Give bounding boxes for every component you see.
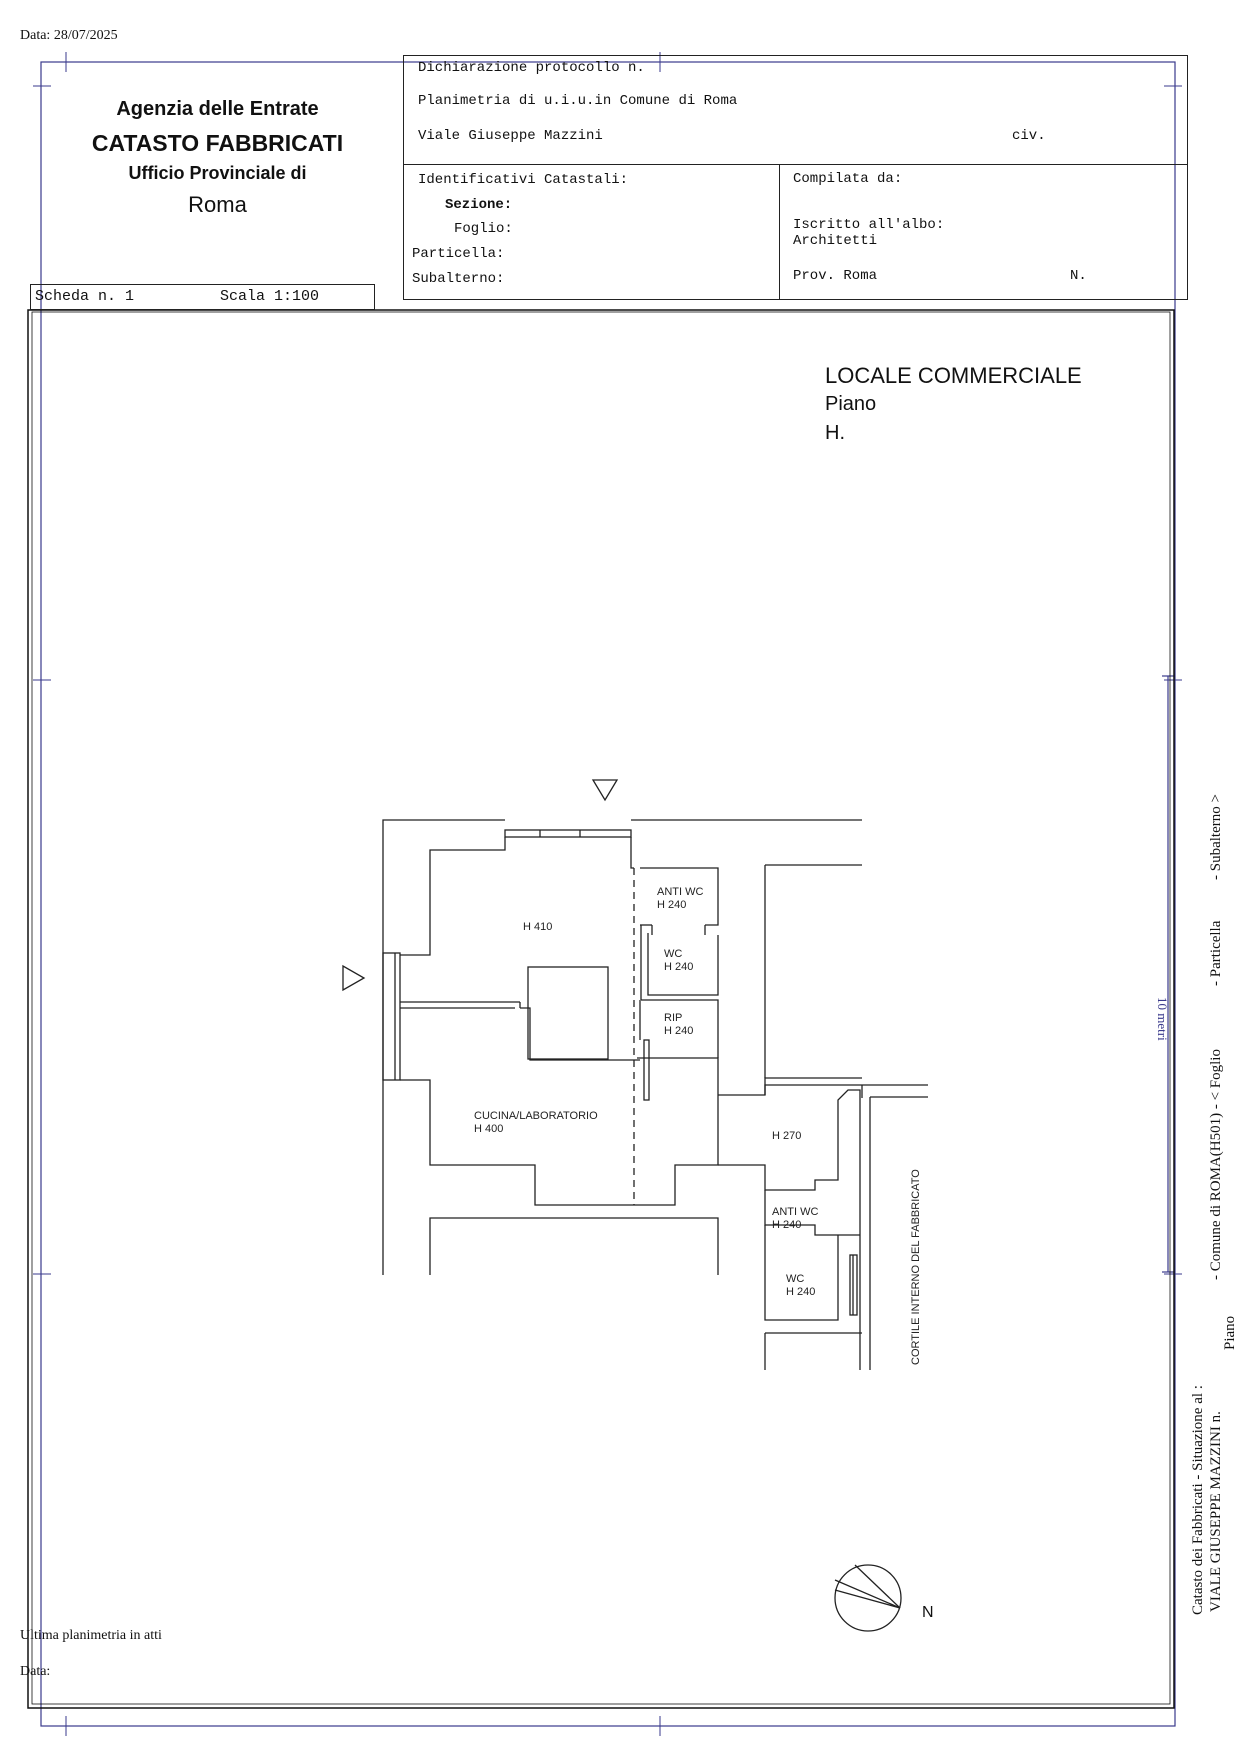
sheet-number: Scheda n. 1 (35, 288, 135, 305)
room-label-rip: RIP H 240 (664, 1012, 694, 1037)
compiler-province: Prov. Roma (793, 268, 878, 284)
identifier-foglio: Foglio: (454, 221, 513, 237)
compiler-registered: Iscritto all'albo: (793, 217, 945, 233)
protocol-civ: civ. (1012, 128, 1046, 144)
side-piano: Piano (1222, 1315, 1238, 1350)
scale-bar-label: 10 metri (1155, 997, 1170, 1041)
unit-height: H. (825, 422, 845, 444)
side-comune: - Comune di ROMA(H501) - < Foglio (1208, 1049, 1224, 1280)
print-date: Data: 28/07/2025 (20, 28, 118, 43)
last-plan-label: Ultima planimetria in atti (20, 1628, 162, 1643)
protocol-address: Viale Giuseppe Mazzini (418, 128, 603, 144)
agency-name: Agenzia delle Entrate (116, 98, 319, 120)
side-address: VIALE GIUSEPPE MAZZINI n. (1208, 1411, 1224, 1612)
entrance-arrow-top (593, 780, 617, 800)
protocol-plan: Planimetria di u.i.u.in Comune di Roma (418, 93, 738, 109)
identifier-sezione: Sezione: (445, 197, 513, 213)
sheet-scale: Scala 1:100 (220, 288, 320, 305)
room-label-main: H 410 (523, 921, 553, 933)
courtyard-label: CORTILE INTERNO DEL FABBRICATO (910, 1169, 922, 1365)
identifier-subalterno: Subalterno: (412, 271, 505, 287)
unit-floor: Piano (825, 393, 877, 415)
room-label-antiwc-2: ANTI WC H 240 (772, 1206, 819, 1231)
side-subalterno: - Subalterno > (1208, 794, 1224, 880)
identifiers-title: Identificativi Catastali: (418, 172, 629, 188)
identifier-particella: Particella: (412, 246, 505, 262)
footer-date: Data: (20, 1664, 51, 1679)
room-label-kitchen: CUCINA/LABORATORIO H 400 (474, 1110, 598, 1135)
room-label-wc-2: WC H 240 (786, 1273, 816, 1298)
side-particella: - Particella (1208, 920, 1224, 986)
side-situation: Catasto dei Fabbricati - Situazione al : (1190, 1385, 1206, 1615)
office-city: Roma (188, 192, 247, 217)
protocol-declaration: Dichiarazione protocollo n. (418, 60, 645, 76)
north-label: N (922, 1604, 934, 1621)
compiler-profession: Architetti (793, 233, 878, 249)
compiler-number: N. (1070, 268, 1087, 284)
office-name: Ufficio Provinciale di (128, 163, 307, 183)
room-label-wc-1: WC H 240 (664, 948, 694, 973)
north-arrow-icon (835, 1565, 901, 1631)
room-label-antiwc-1: ANTI WC H 240 (657, 886, 704, 911)
unit-type: LOCALE COMMERCIALE (825, 363, 1082, 388)
registry-title: CATASTO FABBRICATI (91, 130, 344, 156)
compiler-title: Compilata da: (793, 171, 903, 187)
room-label-right: H 270 (772, 1130, 802, 1142)
entrance-arrow-left (343, 966, 364, 990)
